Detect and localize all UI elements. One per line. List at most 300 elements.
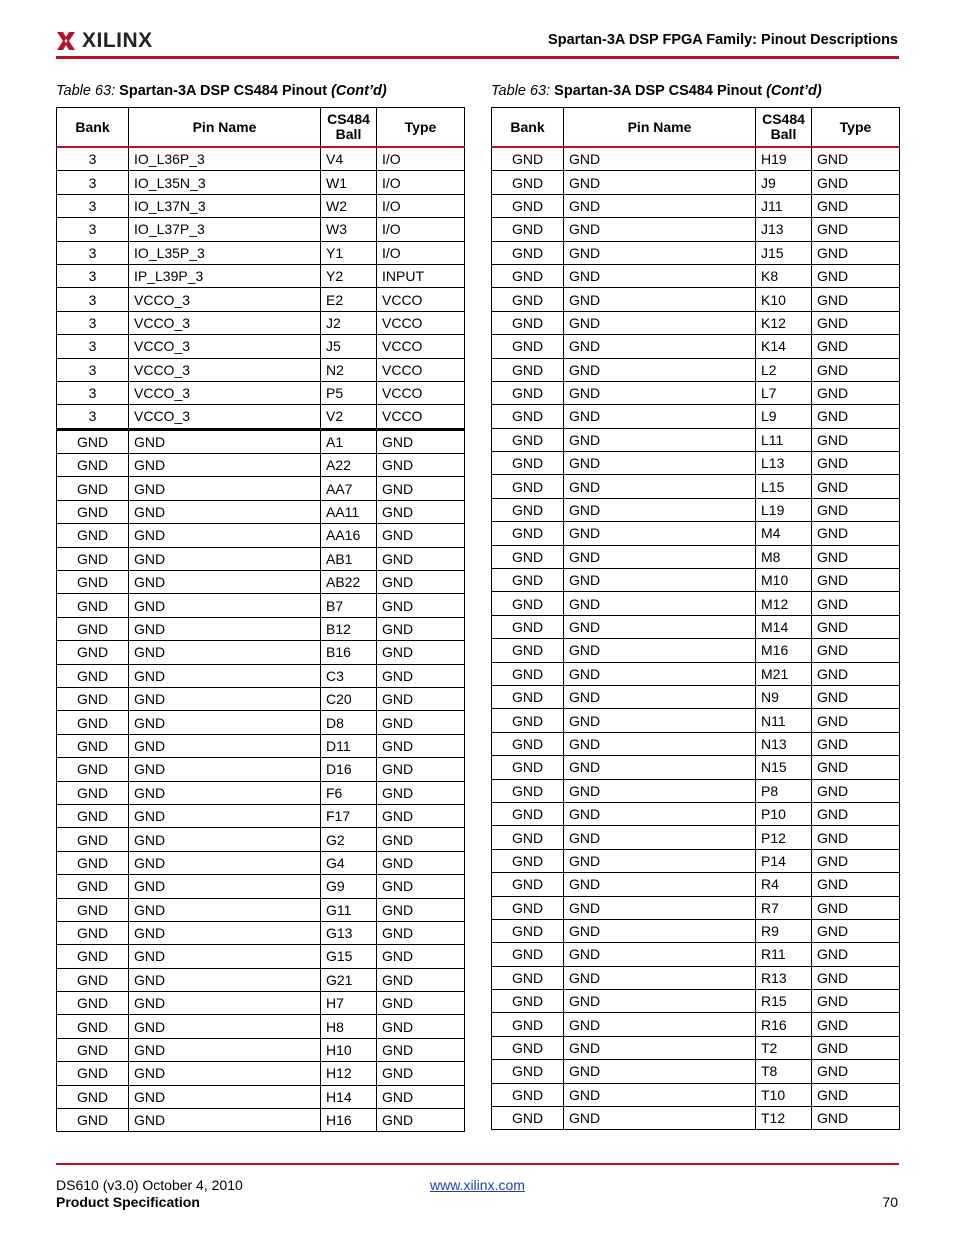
cell-pin-name: GND: [564, 1036, 756, 1059]
cell-ball: R4: [756, 873, 812, 896]
left-table-caption: [56, 83, 387, 99]
table-row: [492, 475, 900, 498]
cell-pin-name: GND: [129, 711, 321, 734]
cell-bank: GND: [57, 594, 129, 617]
cell-ball: N9: [756, 685, 812, 708]
cell-type: GND: [812, 1060, 900, 1083]
cell-bank: 3: [57, 147, 129, 171]
cell-bank: GND: [57, 664, 129, 687]
cell-type: GND: [377, 547, 465, 570]
cell-ball: L13: [756, 452, 812, 475]
cell-type: GND: [377, 711, 465, 734]
pinout-table-left: [56, 107, 465, 1132]
cell-pin-name: GND: [129, 1085, 321, 1108]
cell-ball: G4: [321, 851, 377, 874]
cell-pin-name: GND: [564, 498, 756, 521]
cell-bank: GND: [492, 428, 564, 451]
cell-pin-name: IP_L39P_3: [129, 264, 321, 287]
caption-name: Spartan-3A DSP CS484 Pinout: [119, 83, 328, 99]
cell-ball: W1: [321, 171, 377, 194]
cell-pin-name: GND: [564, 241, 756, 264]
cell-type: GND: [377, 641, 465, 664]
cell-ball: N11: [756, 709, 812, 732]
cell-bank: GND: [492, 826, 564, 849]
cell-type: VCCO: [377, 381, 465, 404]
cell-pin-name: GND: [129, 617, 321, 640]
cell-type: GND: [812, 288, 900, 311]
table-row: [57, 454, 465, 477]
cell-bank: GND: [492, 194, 564, 217]
cell-ball: V2: [321, 405, 377, 429]
cell-bank: GND: [57, 571, 129, 594]
cell-ball: M4: [756, 522, 812, 545]
cell-pin-name: GND: [564, 966, 756, 989]
table-header-row: [57, 108, 465, 148]
cell-bank: GND: [57, 641, 129, 664]
right-table-caption: [491, 83, 822, 99]
cell-type: GND: [812, 826, 900, 849]
cell-ball: T2: [756, 1036, 812, 1059]
page-number: 70: [882, 1194, 898, 1210]
table-row: [57, 429, 465, 453]
col-header-pin-name: Pin Name: [129, 108, 321, 148]
cell-pin-name: GND: [564, 1107, 756, 1130]
cell-bank: GND: [492, 335, 564, 358]
cell-type: GND: [812, 802, 900, 825]
cell-pin-name: GND: [129, 1038, 321, 1061]
table-row: [57, 804, 465, 827]
cell-bank: GND: [57, 968, 129, 991]
table-row: [492, 990, 900, 1013]
cell-bank: GND: [57, 1015, 129, 1038]
cell-ball: N15: [756, 756, 812, 779]
cell-bank: 3: [57, 335, 129, 358]
table-row: [57, 921, 465, 944]
table-row: [57, 875, 465, 898]
cell-pin-name: GND: [129, 571, 321, 594]
cell-bank: GND: [57, 758, 129, 781]
cell-pin-name: GND: [129, 1109, 321, 1132]
ball-header-line2: Ball: [770, 126, 797, 142]
table-header-row: [492, 108, 900, 148]
cell-pin-name: GND: [564, 592, 756, 615]
cell-pin-name: GND: [564, 381, 756, 404]
cell-bank: GND: [492, 990, 564, 1013]
cell-bank: GND: [492, 522, 564, 545]
cell-pin-name: IO_L35N_3: [129, 171, 321, 194]
table-row: [492, 1060, 900, 1083]
cell-pin-name: GND: [564, 147, 756, 171]
table-row: [492, 1083, 900, 1106]
cell-pin-name: GND: [564, 545, 756, 568]
table-row: [492, 662, 900, 685]
table-row: [492, 732, 900, 755]
col-header-pin-name: Pin Name: [564, 108, 756, 148]
footer-divider: [56, 1163, 899, 1165]
cell-ball: L7: [756, 381, 812, 404]
cell-type: GND: [812, 194, 900, 217]
table-row: [57, 547, 465, 570]
cell-bank: GND: [57, 500, 129, 523]
cell-ball: G2: [321, 828, 377, 851]
cell-ball: J5: [321, 335, 377, 358]
cell-ball: D8: [321, 711, 377, 734]
cell-type: GND: [812, 171, 900, 194]
cell-bank: GND: [492, 849, 564, 872]
xilinx-x-logo-icon: [56, 31, 76, 51]
cell-pin-name: GND: [129, 781, 321, 804]
cell-type: GND: [377, 968, 465, 991]
cell-type: GND: [812, 966, 900, 989]
cell-bank: GND: [57, 804, 129, 827]
cell-ball: K10: [756, 288, 812, 311]
brand-name: XILINX: [82, 29, 153, 52]
cell-type: GND: [812, 241, 900, 264]
table-row: [492, 826, 900, 849]
cell-bank: 3: [57, 241, 129, 264]
cell-type: VCCO: [377, 335, 465, 358]
cell-pin-name: GND: [564, 335, 756, 358]
cell-pin-name: GND: [564, 802, 756, 825]
cell-type: GND: [377, 594, 465, 617]
table-row: [492, 264, 900, 287]
cell-bank: GND: [492, 405, 564, 428]
cell-pin-name: GND: [129, 1015, 321, 1038]
cell-bank: GND: [492, 1083, 564, 1106]
cell-ball: H16: [321, 1109, 377, 1132]
cell-bank: GND: [492, 241, 564, 264]
table-row: [57, 1062, 465, 1085]
cell-ball: AA7: [321, 477, 377, 500]
cell-bank: 3: [57, 381, 129, 404]
table-row: [57, 477, 465, 500]
table-row: [57, 1015, 465, 1038]
cell-pin-name: GND: [129, 524, 321, 547]
cell-bank: GND: [57, 781, 129, 804]
cell-type: GND: [812, 498, 900, 521]
cell-ball: G21: [321, 968, 377, 991]
cell-ball: Y1: [321, 241, 377, 264]
table-row: [57, 828, 465, 851]
cell-bank: GND: [57, 1062, 129, 1085]
cell-pin-name: GND: [129, 734, 321, 757]
cell-pin-name: GND: [129, 1062, 321, 1085]
cell-type: VCCO: [377, 358, 465, 381]
cell-ball: P14: [756, 849, 812, 872]
cell-ball: H7: [321, 992, 377, 1015]
cell-pin-name: GND: [564, 1083, 756, 1106]
cell-type: GND: [377, 758, 465, 781]
cell-bank: GND: [57, 547, 129, 570]
cell-bank: 3: [57, 358, 129, 381]
cell-bank: GND: [492, 732, 564, 755]
cell-type: GND: [377, 687, 465, 710]
cell-type: GND: [812, 358, 900, 381]
page-header-title: Spartan-3A DSP FPGA Family: Pinout Descriptions: [548, 32, 898, 48]
cell-type: GND: [377, 500, 465, 523]
table-row: [492, 592, 900, 615]
cell-ball: L2: [756, 358, 812, 381]
cell-type: VCCO: [377, 405, 465, 429]
cell-bank: GND: [492, 592, 564, 615]
cell-bank: GND: [57, 921, 129, 944]
cell-bank: GND: [492, 171, 564, 194]
table-row: [57, 171, 465, 194]
table-row: [492, 405, 900, 428]
cell-ball: P12: [756, 826, 812, 849]
table-row: [492, 311, 900, 334]
table-row: [57, 898, 465, 921]
table-row: [492, 919, 900, 942]
table-row: [57, 524, 465, 547]
cell-type: GND: [812, 615, 900, 638]
col-header-ball: [321, 108, 377, 148]
cell-pin-name: GND: [564, 311, 756, 334]
xilinx-logo: [56, 28, 153, 54]
cell-pin-name: GND: [564, 919, 756, 942]
cell-type: GND: [812, 335, 900, 358]
cell-type: GND: [377, 875, 465, 898]
cell-bank: GND: [492, 685, 564, 708]
cell-ball: G13: [321, 921, 377, 944]
cell-bank: GND: [492, 779, 564, 802]
cell-pin-name: VCCO_3: [129, 381, 321, 404]
cell-bank: GND: [57, 711, 129, 734]
cell-type: INPUT: [377, 264, 465, 287]
cell-bank: GND: [492, 1060, 564, 1083]
cell-ball: K14: [756, 335, 812, 358]
cell-type: GND: [377, 781, 465, 804]
cell-ball: L19: [756, 498, 812, 521]
cell-pin-name: GND: [129, 687, 321, 710]
pinout-table-right: [491, 107, 900, 1130]
cell-bank: GND: [57, 945, 129, 968]
cell-pin-name: GND: [564, 615, 756, 638]
cell-pin-name: GND: [564, 194, 756, 217]
cell-pin-name: GND: [564, 849, 756, 872]
cell-ball: D11: [321, 734, 377, 757]
cell-ball: J9: [756, 171, 812, 194]
table-row: [492, 498, 900, 521]
ball-header-line1: CS484: [762, 111, 805, 127]
cell-pin-name: IO_L35P_3: [129, 241, 321, 264]
cell-ball: G9: [321, 875, 377, 898]
col-header-bank: Bank: [492, 108, 564, 148]
cell-type: GND: [377, 1085, 465, 1108]
cell-type: VCCO: [377, 311, 465, 334]
cell-type: GND: [377, 477, 465, 500]
cell-pin-name: GND: [129, 968, 321, 991]
cell-type: GND: [812, 381, 900, 404]
cell-bank: 3: [57, 264, 129, 287]
cell-ball: H8: [321, 1015, 377, 1038]
table-row: [57, 194, 465, 217]
cell-bank: GND: [57, 1109, 129, 1132]
table-row: [492, 522, 900, 545]
cell-pin-name: GND: [564, 428, 756, 451]
table-row: [57, 571, 465, 594]
cell-bank: GND: [57, 454, 129, 477]
cell-ball: A22: [321, 454, 377, 477]
cell-type: GND: [812, 1013, 900, 1036]
table-row: [57, 758, 465, 781]
cell-bank: GND: [57, 734, 129, 757]
cell-bank: GND: [57, 898, 129, 921]
table-row: [492, 709, 900, 732]
cell-type: GND: [377, 1062, 465, 1085]
cell-bank: GND: [492, 1013, 564, 1036]
table-row: [57, 218, 465, 241]
cell-type: GND: [812, 545, 900, 568]
cell-bank: GND: [492, 381, 564, 404]
cell-bank: GND: [492, 358, 564, 381]
cell-ball: AA16: [321, 524, 377, 547]
cell-ball: AA11: [321, 500, 377, 523]
footer-website-link[interactable]: www.xilinx.com: [430, 1177, 525, 1193]
header-divider: [56, 56, 899, 59]
cell-pin-name: GND: [129, 641, 321, 664]
cell-type: GND: [812, 522, 900, 545]
table-row: [492, 428, 900, 451]
cell-ball: J11: [756, 194, 812, 217]
cell-bank: GND: [57, 992, 129, 1015]
cell-type: GND: [377, 429, 465, 453]
cell-type: GND: [812, 218, 900, 241]
cell-bank: GND: [492, 873, 564, 896]
cell-ball: B16: [321, 641, 377, 664]
cell-type: GND: [812, 264, 900, 287]
cell-type: GND: [812, 709, 900, 732]
cell-ball: K8: [756, 264, 812, 287]
cell-ball: P10: [756, 802, 812, 825]
cell-ball: R7: [756, 896, 812, 919]
cell-pin-name: GND: [564, 662, 756, 685]
cell-type: GND: [812, 943, 900, 966]
cell-type: GND: [377, 617, 465, 640]
table-row: [57, 335, 465, 358]
cell-bank: GND: [492, 1036, 564, 1059]
cell-type: GND: [377, 1015, 465, 1038]
cell-pin-name: GND: [564, 1060, 756, 1083]
cell-ball: K12: [756, 311, 812, 334]
cell-ball: G15: [321, 945, 377, 968]
cell-bank: GND: [492, 919, 564, 942]
cell-type: GND: [377, 804, 465, 827]
cell-ball: F6: [321, 781, 377, 804]
cell-ball: D16: [321, 758, 377, 781]
cell-type: I/O: [377, 171, 465, 194]
cell-type: GND: [377, 992, 465, 1015]
cell-ball: W2: [321, 194, 377, 217]
cell-ball: M10: [756, 569, 812, 592]
table-row: [492, 849, 900, 872]
cell-type: GND: [812, 779, 900, 802]
cell-type: GND: [812, 147, 900, 171]
cell-ball: N13: [756, 732, 812, 755]
cell-pin-name: IO_L37N_3: [129, 194, 321, 217]
table-row: [492, 943, 900, 966]
cell-type: GND: [812, 685, 900, 708]
table-row: [57, 1085, 465, 1108]
caption-name: Spartan-3A DSP CS484 Pinout: [554, 83, 763, 99]
table-row: [492, 779, 900, 802]
cell-ball: B7: [321, 594, 377, 617]
cell-type: GND: [812, 405, 900, 428]
cell-type: GND: [812, 919, 900, 942]
table-row: [492, 615, 900, 638]
cell-bank: 3: [57, 171, 129, 194]
cell-bank: GND: [492, 147, 564, 171]
table-body: [57, 147, 465, 1132]
table-row: [57, 1038, 465, 1061]
cell-ball: H14: [321, 1085, 377, 1108]
cell-ball: J15: [756, 241, 812, 264]
cell-ball: E2: [321, 288, 377, 311]
cell-pin-name: GND: [129, 477, 321, 500]
cell-type: GND: [377, 524, 465, 547]
cell-type: GND: [812, 732, 900, 755]
col-header-type: Type: [377, 108, 465, 148]
table-row: [492, 569, 900, 592]
table-row: [492, 194, 900, 217]
table-row: [492, 452, 900, 475]
cell-pin-name: GND: [564, 288, 756, 311]
table-row: [57, 945, 465, 968]
table-row: [57, 617, 465, 640]
cell-bank: GND: [492, 288, 564, 311]
table-row: [492, 1036, 900, 1059]
cell-pin-name: GND: [129, 992, 321, 1015]
col-header-bank: Bank: [57, 108, 129, 148]
cell-pin-name: GND: [129, 547, 321, 570]
cell-pin-name: GND: [564, 732, 756, 755]
cell-pin-name: GND: [564, 452, 756, 475]
cell-pin-name: GND: [129, 804, 321, 827]
cell-type: GND: [812, 873, 900, 896]
cell-ball: T12: [756, 1107, 812, 1130]
cell-ball: N2: [321, 358, 377, 381]
cell-pin-name: GND: [564, 1013, 756, 1036]
table-row: [57, 264, 465, 287]
table-row: [492, 1013, 900, 1036]
table-row: [492, 685, 900, 708]
cell-pin-name: GND: [564, 405, 756, 428]
caption-label: Table 63:: [491, 83, 551, 99]
table-row: [57, 711, 465, 734]
table-row: [57, 147, 465, 171]
cell-ball: L11: [756, 428, 812, 451]
cell-type: GND: [377, 921, 465, 944]
cell-pin-name: GND: [564, 896, 756, 919]
cell-pin-name: GND: [129, 429, 321, 453]
cell-ball: L15: [756, 475, 812, 498]
cell-type: GND: [812, 311, 900, 334]
cell-ball: M21: [756, 662, 812, 685]
cell-pin-name: GND: [129, 898, 321, 921]
cell-ball: H12: [321, 1062, 377, 1085]
cell-pin-name: IO_L37P_3: [129, 218, 321, 241]
table-row: [57, 687, 465, 710]
table-row: [57, 992, 465, 1015]
cell-ball: W3: [321, 218, 377, 241]
cell-bank: GND: [492, 966, 564, 989]
cell-pin-name: GND: [564, 475, 756, 498]
cell-type: GND: [812, 849, 900, 872]
cell-ball: V4: [321, 147, 377, 171]
cell-pin-name: GND: [564, 218, 756, 241]
cell-ball: M16: [756, 639, 812, 662]
cell-bank: GND: [492, 264, 564, 287]
